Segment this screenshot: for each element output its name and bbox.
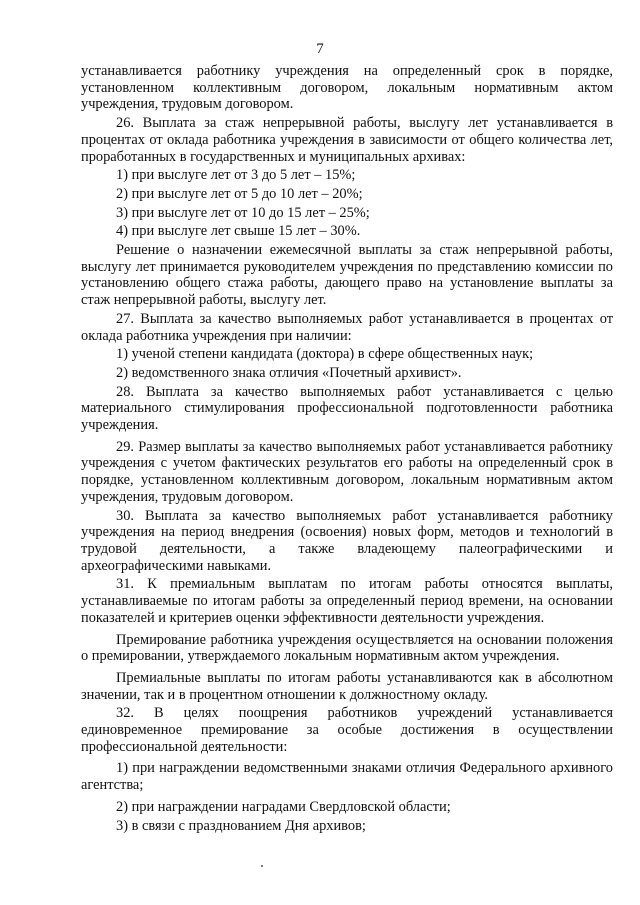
document-body — [81, 63, 613, 834]
list-item-32-1: 1) при награждении ведомственными знаками отличия Федерального архивного агентства; — [81, 760, 613, 794]
paragraph-29: 29. Размер выплаты за качество выполняемых работ устанавливается работнику учреждения с учетом фактических результатов его работы на определенный срок в порядке, установленном коллективным договором, локальным нормативным актом учреждения, трудовым договором. — [81, 438, 613, 505]
paragraph-31-payments: Премиальные выплаты по итогам работы устанавливаются как в абсолютном значении, так и в процентном отношении к должностному окладу. — [81, 669, 613, 703]
scan-speck — [261, 865, 263, 867]
list-item-27-2: 2) ведомственного знака отличия «Почетный архивист». — [116, 364, 462, 381]
paragraph-31: 31. К премиальным выплатам по итогам работы относятся выплаты, устанавливаемые по итогам работы за определенный период времени, на основании показателей и критериев оценки эффективности деятельности учреждения. — [81, 576, 613, 626]
page-number: 7 — [316, 41, 324, 57]
paragraph-27: 27. Выплата за качество выполняемых работ устанавливается в процентах от оклада работника учреждения при наличии: — [81, 310, 613, 344]
list-item-26-1: 1) при выслуге лет от 3 до 5 лет – 15%; — [116, 167, 356, 184]
list-item-26-4: 4) при выслуге лет свыше 15 лет – 30%. — [116, 223, 361, 240]
paragraph-31-bonus: Премирование работника учреждения осуществляется на основании положения о премировании, утверждаемого локальным нормативным актом учреждения. — [81, 631, 613, 665]
list-item-32-2: 2) при награждении наградами Свердловской области; — [116, 798, 451, 815]
paragraph-28: 28. Выплата за качество выполняемых работ устанавливается с целью материального стимулирования профессиональной подготовленности работника учреждения. — [81, 383, 613, 434]
list-item-32-3: 3) в связи с празднованием Дня архивов; — [116, 817, 366, 834]
list-item-26-2: 2) при выслуге лет от 5 до 10 лет – 20%; — [116, 185, 363, 202]
paragraph-continuation: устанавливается работнику учреждения на определенный срок в порядке, установленном коллективным договором, локальным нормативным актом учреждения, трудовым договором. — [81, 63, 613, 113]
paragraph-30: 30. Выплата за качество выполняемых работ устанавливается работнику учреждения на период внедрения (освоения) новых форм, методов и технологий в трудовой деятельности, а также владеющему палеографическими и археографическими навыками. — [81, 507, 613, 574]
paragraph-32: 32. В целях поощрения работников учреждений устанавливается единовременное премирование за особые достижения в осуществлении профессиональной деятельности: — [81, 705, 613, 755]
list-item-27-1: 1) ученой степени кандидата (доктора) в сфере общественных наук; — [116, 346, 534, 363]
paragraph-26-decision: Решение о назначении ежемесячной выплаты за стаж непрерывной работы, выслугу лет принимается руководителем учреждения по представлению комиссии по установлению общего стажа работы, дающего право на установление выплаты за стаж непрерывной работы, выслугу лет. — [81, 242, 613, 309]
paragraph-26: 26. Выплата за стаж непрерывной работы, выслугу лет устанавливается в процентах от оклада работника учреждения в зависимости от общего количества лет, проработанных в государственных и муниципальных архивах: — [81, 115, 613, 165]
list-item-26-3: 3) при выслуге лет от 10 до 15 лет – 25%; — [116, 204, 370, 221]
